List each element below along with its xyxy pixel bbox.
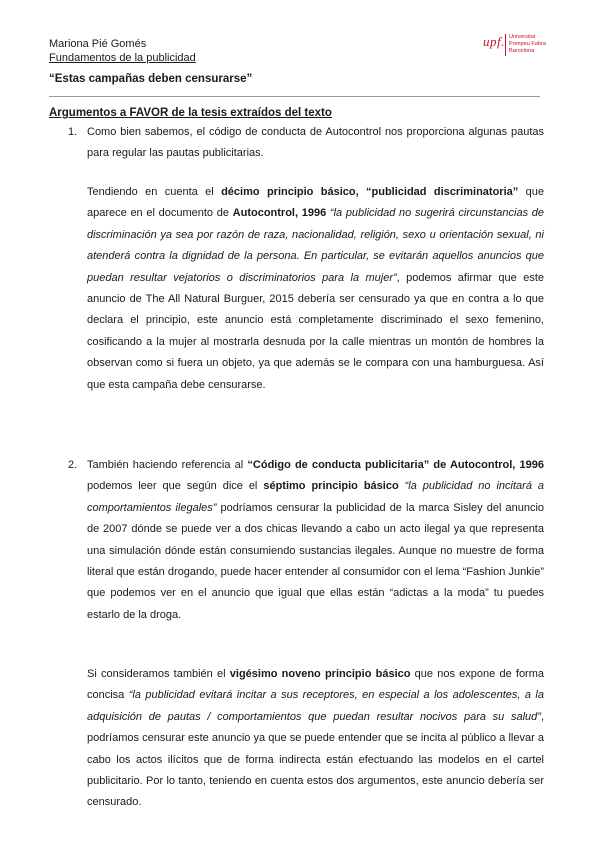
text-span: También haciendo referencia al [87,459,248,471]
text-span: podemos leer que según dice el [87,480,264,493]
item-2-paragraph-1 [87,455,544,626]
bold-span: “Código de conducta publicitaria” de Autocontrol, 1996 [247,459,544,471]
text-span: Si consideramos también el [87,668,230,680]
bold-span: décimo principio básico, “publicidad discriminatoria” [221,186,519,198]
quote-span: “la publicidad no incitará a comportamientos ilegales” [87,480,544,514]
university-logo [483,32,563,58]
item-1-paragraph [87,182,544,396]
text-span: , podemos afirmar que este anuncio de The All Natural Burguer, 2015 debería ser censurado ya que en contra a lo que declara el principio, este anuncio está completamente discriminado el sexo femenino, cosificando a la mujer al mostrarla desnuda por la calle mientras un montón de hombres la observan como si fuera un objeto, ya que además se le compara con una hamburguesa. Así que esta campaña debe censurarse. [87,271,544,391]
bold-span: Autocontrol, 1996 [232,207,327,220]
logo-line-2: Pompeu Fabra [509,41,547,47]
text-span: que nos expone de forma concisa [87,668,545,702]
quote-span: “la publicidad evitará incitar a sus receptores, en especial a los adolescentes, a la adquisición de pautas / comportamientos que puedan resultar nocivos para su salud” [87,689,544,723]
logo-divider [505,34,506,56]
logo-line-1: Universitat [509,34,536,40]
text-span: que aparece en el documento de [87,186,544,220]
list-number-1: 1. [68,126,78,138]
list-number-2: 2. [68,459,78,471]
header-divider [49,96,540,97]
quote-span: “la publicidad no sugerirá circunstancias de discriminación ya sea por razón de raza, nacionalidad, religión, sexo u orientación sexual, ni atenderá contra la dignidad de la persona. En particular, se evitarán aquellos anuncios que puedan resultar vejatorios o discriminatorios para la mujer” [87,207,545,284]
document-title: “Estas campañas deben censurarse” [49,73,253,85]
text-span: Tendiendo en cuenta el [87,186,222,198]
bold-span: séptimo principio básico [263,480,399,493]
course-name: Fundamentos de la publicidad [49,52,196,64]
item-1-intro: Como bien sabemos, el código de conducta de Autocontrol nos proporciona algunas pautas para regular las pautas publicitarias. [87,126,544,160]
section-title: Argumentos a FAVOR de la tesis extraídos del texto [49,107,332,119]
author-name: Mariona Pié Gomés [49,38,147,50]
bold-span: vigésimo noveno principio básico [229,668,411,680]
logo-line-3: Barcelona [509,48,535,54]
text-span: , podríamos censurar este anuncio ya que se puede entender que se incita al público a llevar a cabo los actos ilícitos que de forma indirecta están efectuando las modelos en el cartel publicitario. Por lo tanto, teniendo en cuenta estos dos argumentos, este anuncio debería ser censurado. [87,710,544,809]
text-span: podríamos censurar la publicidad de la marca Sisley del anuncio de 2007 dónde se puede ver a dos chicas llevando a cabo un acto ilegal ya que representa una simulación dónde están consumiendo sustancias ilegales. Aunque no muestre de forma literal que están drogando, puede hacer entender al consumidor con el lema “Fashion Junkie” que podemos ver en el anuncio que igual que ellas están “adictas a la moda” tu puedes estarlo de la droga. [87,501,545,621]
item-2-paragraph-2 [87,664,544,814]
logo-mark: upf. [483,34,505,49]
logo-text [509,34,546,55]
